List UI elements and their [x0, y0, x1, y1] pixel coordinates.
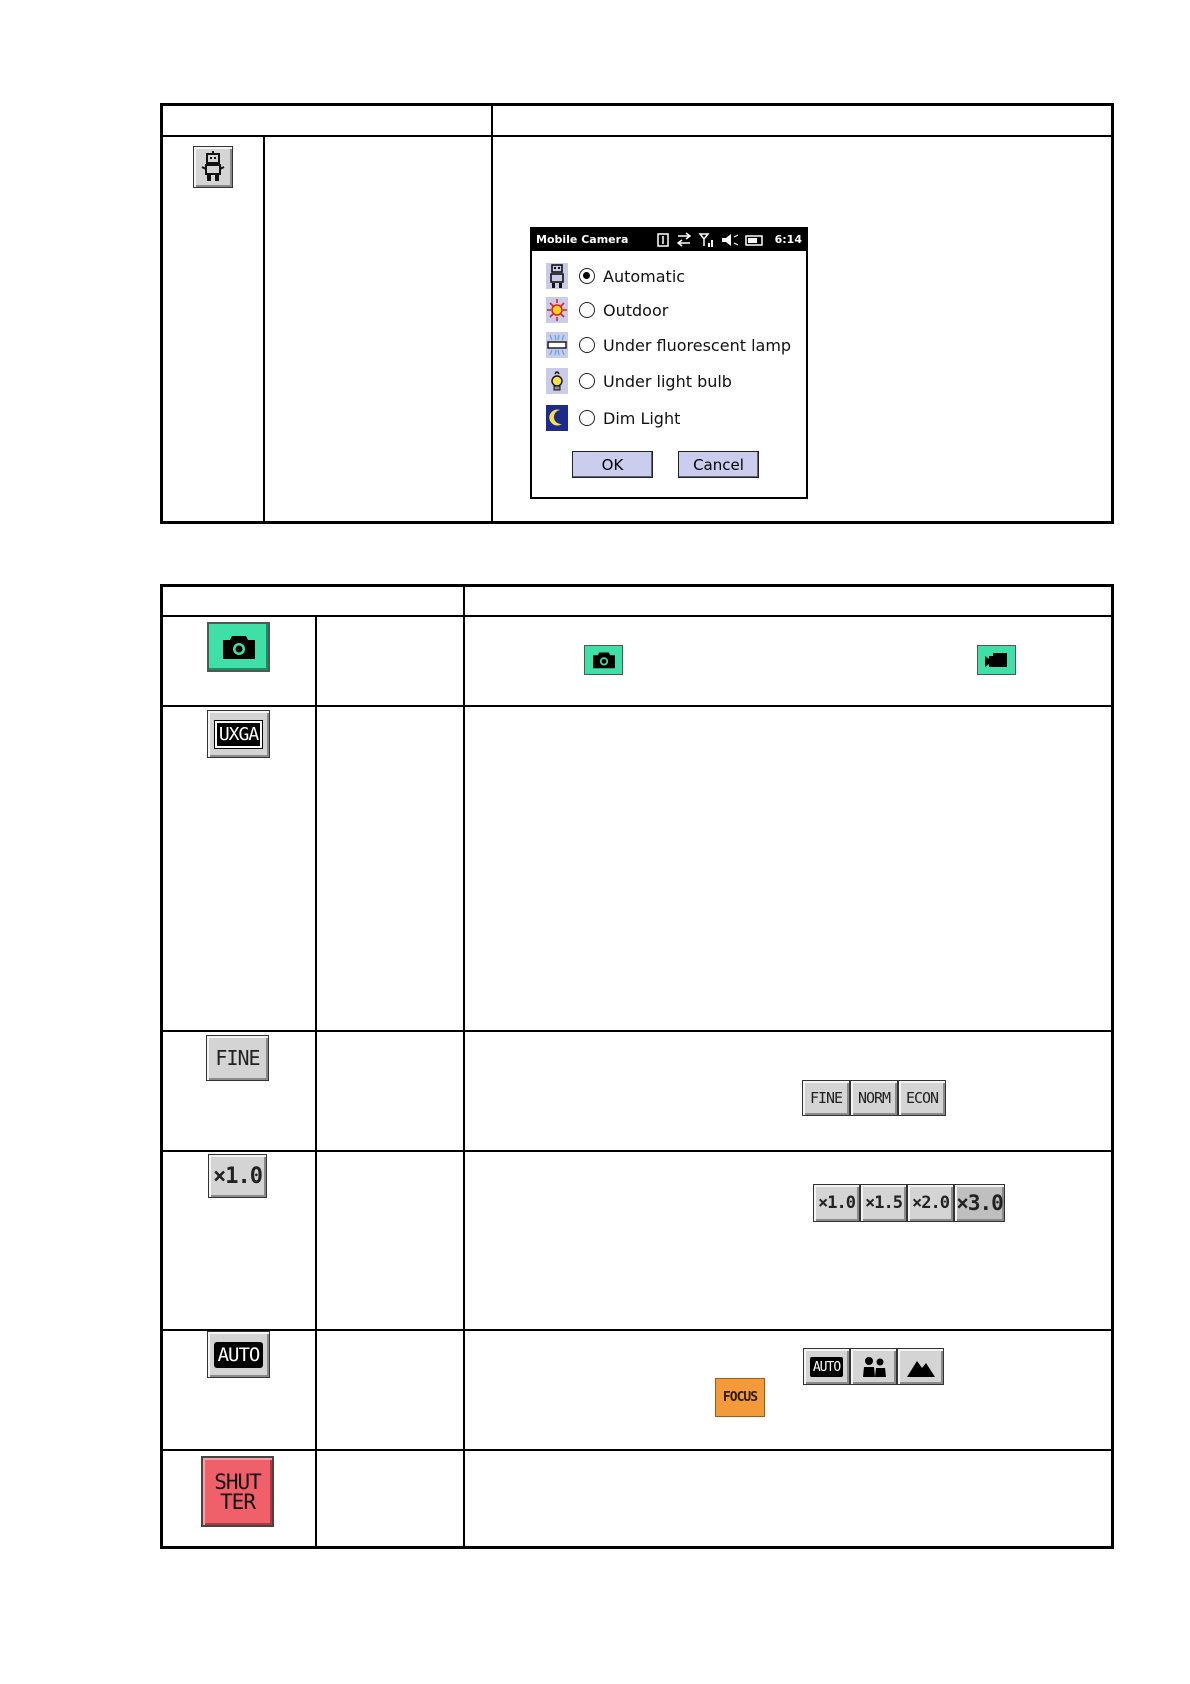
white-balance-dialog [530, 227, 808, 499]
table-row-divider [162, 705, 1112, 707]
radio-automatic[interactable] [579, 268, 595, 284]
zoom-option-label: ×3.0 [956, 1191, 1003, 1215]
table-column-divider [491, 105, 493, 522]
option-dim-light[interactable] [546, 403, 796, 433]
quality-option-norm [850, 1080, 898, 1116]
still-camera-mode-icon [584, 645, 623, 675]
quality-option-label: ECON [905, 1089, 939, 1107]
table-row-divider [162, 615, 1112, 617]
table-row-divider [162, 1030, 1112, 1032]
focus-label-box [214, 1342, 264, 1368]
option-label: Automatic [603, 267, 686, 286]
dialog-title: Mobile Camera [536, 233, 629, 246]
camera-icon [591, 650, 617, 670]
clock-time: 6:14 [774, 233, 802, 246]
option-outdoor[interactable] [546, 295, 796, 325]
focus-option-landscape [897, 1348, 944, 1385]
quality-option-label: NORM [857, 1089, 891, 1107]
focus-button[interactable] [207, 1331, 270, 1378]
table-column-divider [315, 615, 317, 1547]
ok-button[interactable]: OK [572, 451, 653, 478]
zoom-option-1-0 [813, 1184, 860, 1222]
camera-mode-button[interactable] [207, 622, 270, 672]
focus-option-label: AUTO [812, 1359, 841, 1375]
table-row-divider [162, 1449, 1112, 1451]
quality-option-econ [898, 1080, 946, 1116]
focus-indicator [715, 1378, 765, 1417]
resolution-label-box [215, 721, 262, 748]
option-automatic[interactable] [546, 261, 796, 291]
zoom-option-1-5 [860, 1184, 907, 1222]
resolution-label: UXGA [218, 723, 259, 745]
table-column-divider [463, 586, 465, 1547]
camera-controls-table [160, 584, 1114, 1549]
focus-option-portrait [850, 1348, 897, 1385]
mountain-icon [906, 1356, 936, 1378]
table-row-divider [162, 135, 1112, 137]
sun-icon [546, 297, 568, 323]
zoom-option-3-0 [954, 1184, 1005, 1222]
moon-icon [546, 405, 568, 431]
resolution-button[interactable] [207, 710, 270, 758]
option-fluorescent[interactable] [546, 330, 796, 360]
table-row-divider [162, 1329, 1112, 1331]
radio-fluorescent[interactable] [579, 337, 595, 353]
light-bulb-icon [546, 368, 568, 394]
radio-dim-light[interactable] [579, 410, 595, 426]
focus-indicator-label: FOCUS [722, 1390, 758, 1405]
quality-label: FINE [215, 1046, 260, 1070]
white-balance-button[interactable] [193, 146, 233, 188]
cancel-button[interactable]: Cancel [678, 451, 759, 478]
video-camera-icon [983, 651, 1011, 669]
focus-option-label-box [810, 1357, 843, 1377]
option-label: Dim Light [603, 409, 681, 428]
focus-label: AUTO [217, 1343, 260, 1366]
option-label: Under fluorescent lamp [603, 336, 792, 355]
quality-button[interactable] [206, 1035, 269, 1081]
status-icons [656, 232, 784, 248]
fluorescent-lamp-icon [546, 332, 568, 358]
table-row-divider [162, 1150, 1112, 1152]
zoom-option-label: ×2.0 [912, 1193, 949, 1213]
shutter-label-line1: SHUT [214, 1469, 261, 1494]
video-mode-icon [977, 645, 1016, 675]
focus-option-auto [803, 1348, 850, 1385]
radio-outdoor[interactable] [579, 302, 595, 318]
shutter-button[interactable] [201, 1456, 274, 1527]
shutter-label-line2: TER [220, 1489, 255, 1514]
robot-icon [546, 263, 568, 289]
option-label: Under light bulb [603, 372, 732, 391]
table-column-divider [263, 135, 265, 522]
zoom-button[interactable] [208, 1154, 267, 1198]
quality-option-fine [802, 1080, 850, 1116]
option-label: Outdoor [603, 301, 669, 320]
camera-icon [220, 633, 258, 661]
quality-option-label: FINE [809, 1089, 843, 1107]
option-light-bulb[interactable] [546, 366, 796, 396]
zoom-option-label: ×1.0 [818, 1193, 855, 1213]
people-icon [860, 1356, 888, 1378]
dialog-title-bar [532, 229, 806, 251]
robot-icon [198, 151, 228, 183]
zoom-option-2-0 [907, 1184, 954, 1222]
radio-light-bulb[interactable] [579, 373, 595, 389]
zoom-label: ×1.0 [213, 1163, 262, 1189]
zoom-option-label: ×1.5 [865, 1193, 902, 1213]
